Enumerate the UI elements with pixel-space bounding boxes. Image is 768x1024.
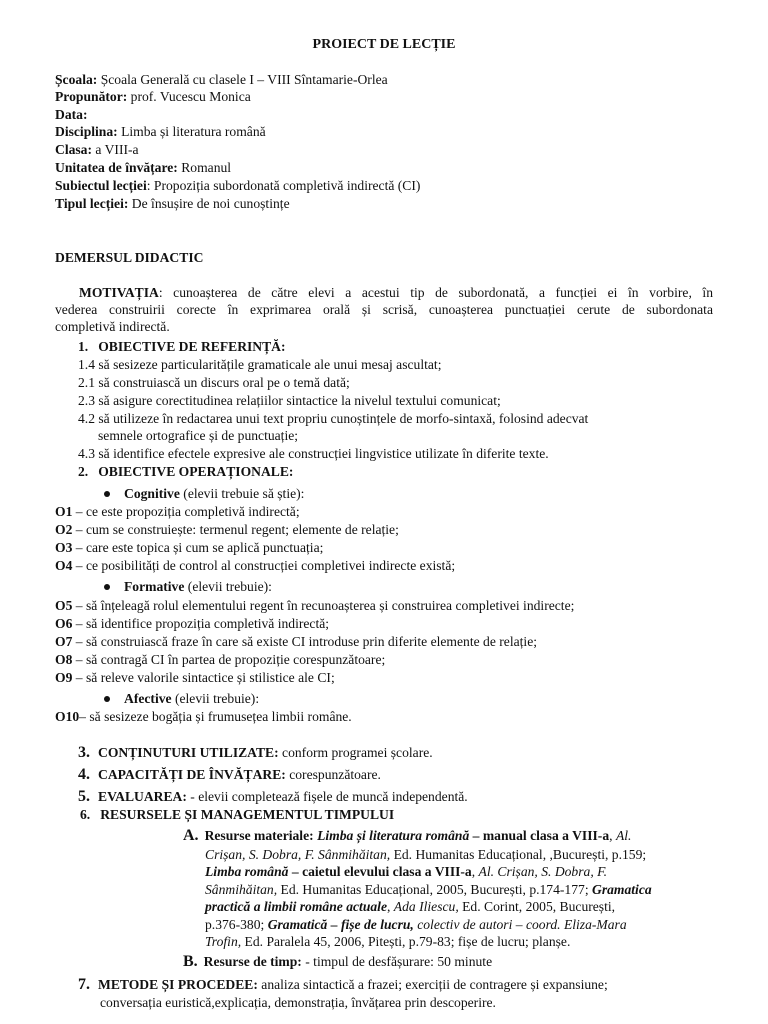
- bullet-icon: [104, 584, 110, 590]
- objective-row: O2 – cum se construiește: termenul regent; elemente de relație;: [55, 522, 399, 537]
- bullet-icon: [104, 696, 110, 702]
- formative-heading: Formative (elevii trebuie):: [104, 578, 272, 595]
- field-propunator: Propunător: prof. Vucescu Monica: [55, 89, 251, 104]
- motivatie-line3: completivă indirectă.: [55, 319, 170, 334]
- ob-ref-item: 2.3 să asigure corectitudinea relațiilor sintactice la nivelul textului comunicat;: [78, 393, 501, 408]
- resurse-a-line5: practică a limbii române actuale, Ada Iliescu, Ed. Corint, 2005, București,: [205, 899, 616, 914]
- field-tipul: Tipul lecției: De însușire de noi cunoștințe: [55, 196, 290, 211]
- ob-ref-item: 4.2 să utilizeze în redactarea unui text propriu cunoștințele de morfo-sintaxă, folosind adecvat: [78, 411, 589, 426]
- document-title: PROIECT DE LECȚIE: [312, 37, 456, 52]
- resurse-a-line4: Sânmihăitan, Ed. Humanitas Educațional, 2005, București, p.174-177; Gramatica: [205, 882, 652, 897]
- ob-ref-heading: 1. OBIECTIVE DE REFERINȚĂ:: [78, 339, 286, 354]
- objective-row: O6 – să identifice propoziția completivă indirectă;: [55, 616, 330, 631]
- objective-row: O9 – să releve valorile sintactice și stilistice ale CI;: [55, 670, 335, 685]
- resurse-a-line3: Limba română – caietul elevului clasa a VIII-a, Al. Crișan, S. Dobra, F.: [205, 864, 608, 879]
- afective-heading: Afective (elevii trebuie):: [104, 690, 259, 707]
- metode-line2: conversația euristică,explicația, demonstrația, învățarea prin descoperire.: [100, 995, 496, 1010]
- resurse-b: B. Resurse de timp: - timpul de desfășurare: 50 minute: [183, 953, 493, 970]
- section-continuturi: 3. CONȚINUTURI UTILIZATE: conform programei școlare.: [78, 744, 433, 761]
- field-clasa: Clasa: a VIII-a: [55, 142, 139, 157]
- resurse-a-line7: Trofin, Ed. Paralela 45, 2006, Pitești, p.79-83; fișe de lucru; planșe.: [205, 934, 571, 949]
- ob-ref-item-cont: semnele ortografice și de punctuație;: [98, 428, 299, 443]
- resurse-a-line6: p.376-380; Gramatică – fișe de lucru, colectiv de autori – coord. Eliza-Mara: [205, 917, 627, 932]
- objective-row: O10– să sesizeze bogăția și frumusețea limbii române.: [55, 709, 352, 724]
- objective-row: O5 – să înțeleagă rolul elementului regent în recunoașterea și construirea completivei indirecte;: [55, 598, 575, 613]
- section-resursele: 6. RESURSELE ȘI MANAGEMENTUL TIMPULUI: [80, 807, 395, 822]
- motivatie-line2: vederea construirii corecte în exprimarea orală și scrisă, cunoașterea punctuației cerute de subordonata: [55, 302, 713, 317]
- section-demers: DEMERSUL DIDACTIC: [55, 250, 204, 265]
- ob-op-heading: 2. OBIECTIVE OPERAȚIONALE:: [78, 464, 294, 479]
- motivatie-line1: MOTIVAȚIA: cunoașterea de către elevi a acestui tip de subordonată, a funcției ei în vorbire, în: [79, 285, 713, 300]
- ob-ref-item: 2.1 să construiască un discurs oral pe o temă dată;: [78, 375, 350, 390]
- bullet-icon: [104, 491, 110, 497]
- section-metode: 7. METODE ȘI PROCEDEE: analiza sintactică a frazei; exerciții de contragere și expansiune;: [78, 976, 608, 993]
- objective-row: O4 – ce posibilități de control al construcției completivei indirecte există;: [55, 558, 456, 573]
- field-unitatea: Unitatea de învățare: Romanul: [55, 160, 232, 175]
- field-scoala: Școala: Școala Generală cu clasele I – VIII Sîntamarie-Orlea: [55, 72, 388, 87]
- ob-ref-item: 1.4 să sesizeze particularitățile gramaticale ale unui mesaj ascultat;: [78, 357, 442, 372]
- resurse-a-line2: Crișan, S. Dobra, F. Sânmihăitan, Ed. Humanitas Educațional, ,București, p.159;: [205, 847, 647, 862]
- field-subiectul: Subiectul lecției: Propoziția subordonată completivă indirectă (CI): [55, 178, 421, 193]
- objective-row: O3 – care este topica și cum se aplică punctuația;: [55, 540, 324, 555]
- section-capacitati: 4. CAPACITĂȚI DE ÎNVĂȚARE: corespunzătoare.: [78, 766, 381, 783]
- objective-row: O7 – să construiască fraze în care să existe CI introduse prin diferite elemente de relație;: [55, 634, 537, 649]
- field-data: Data:: [55, 107, 88, 122]
- cognitive-heading: Cognitive (elevii trebuie să știe):: [104, 485, 304, 502]
- ob-ref-item: 4.3 să identifice efectele expresive ale construcției lingvistice utilizate în diferite texte.: [78, 446, 549, 461]
- objective-row: O8 – să contragă CI în partea de propoziție corespunzătoare;: [55, 652, 386, 667]
- field-disciplina: Disciplina: Limba și literatura română: [55, 124, 266, 139]
- objective-row: O1 – ce este propoziția completivă indirectă;: [55, 504, 300, 519]
- resurse-a-line1: A. Resurse materiale: Limba și literatura română – manual clasa a VIII-a, Al.: [183, 827, 632, 844]
- section-evaluarea: 5. EVALUAREA: - elevii completează fișele de muncă independentă.: [78, 788, 468, 805]
